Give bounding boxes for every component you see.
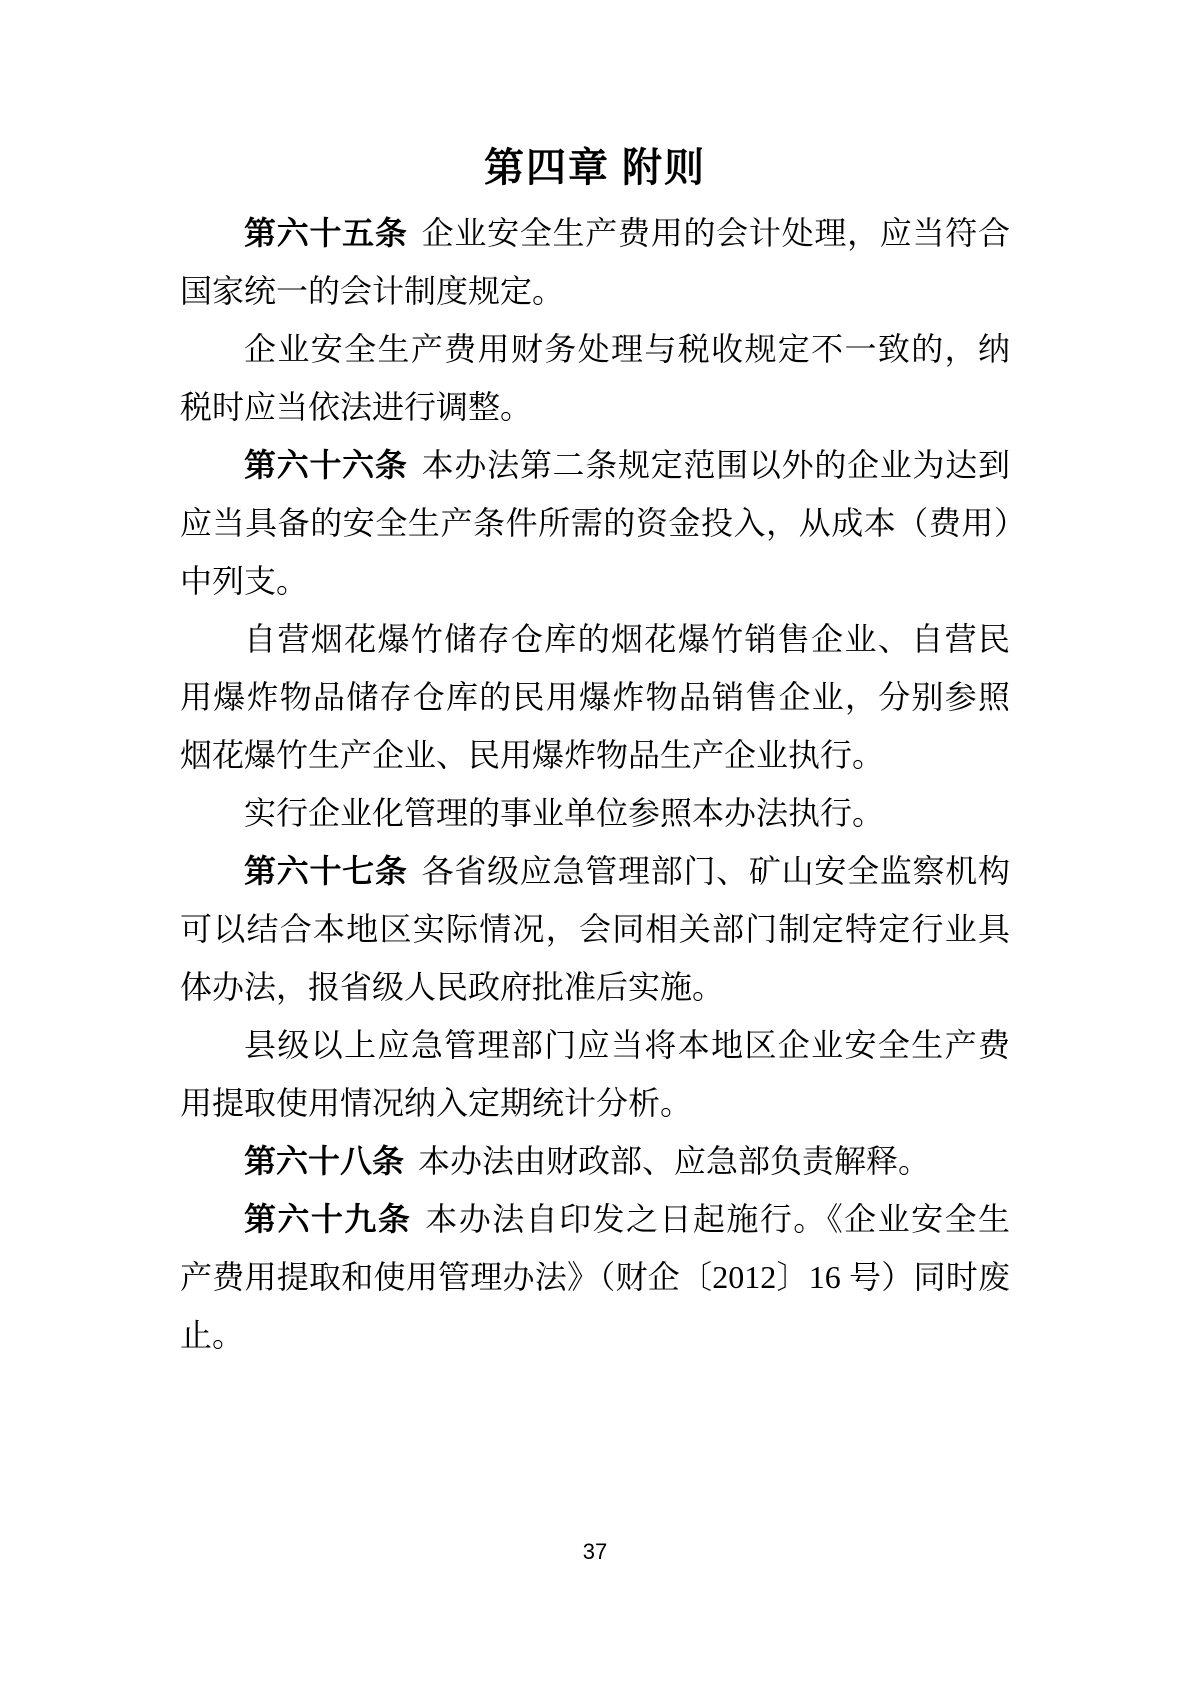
article-paragraph (180, 1132, 1010, 1190)
paragraph-text: 本办法由财政部、应急部负责解释。 (418, 1143, 931, 1179)
article-paragraph (180, 1190, 1010, 1364)
article-paragraph (180, 204, 1010, 320)
paragraph-text: 自营烟花爆竹储存仓库的烟花爆竹销售企业、自营民用爆炸物品储存仓库的民用爆炸物品销售企业，分别参照烟花爆竹生产企业、民用爆炸物品生产企业执行。 (180, 621, 1010, 773)
chapter-title: 第四章 附则 (484, 145, 706, 190)
article-paragraph (180, 1016, 1010, 1132)
article-number: 第六十五条 (244, 215, 408, 251)
paragraph-text: 本办法第二条规定范围以外的企业为达到应当具备的安全生产条件所需的资金投入，从成本（费用）中列支。 (180, 447, 1010, 599)
document-content (180, 138, 1010, 1364)
article-paragraph (180, 842, 1010, 1016)
paragraph-text: 企业安全生产费用财务处理与税收规定不一致的，纳税时应当依法进行调整。 (180, 331, 1010, 425)
paragraph-text: 实行企业化管理的事业单位参照本办法执行。 (244, 795, 885, 831)
article-number: 第六十八条 (244, 1143, 405, 1179)
paragraph-text: 各省级应急管理部门、矿山安全监察机构可以结合本地区实际情况，会同相关部门制定特定行业具体办法，报省级人民政府批准后实施。 (180, 853, 1010, 1005)
article-number: 第六十九条 (244, 1201, 412, 1237)
article-paragraph (180, 784, 1010, 842)
article-number: 第六十六条 (244, 447, 408, 483)
paragraph-text: 企业安全生产费用的会计处理，应当符合国家统一的会计制度规定。 (180, 215, 1010, 309)
article-paragraph (180, 320, 1010, 436)
paragraph-text: 县级以上应急管理部门应当将本地区企业安全生产费用提取使用情况纳入定期统计分析。 (180, 1027, 1010, 1121)
paragraph-text: 本办法自印发之日起施行。《企业安全生产费用提取和使用管理办法》（财企〔2012〕16 号）同时废止。 (180, 1201, 1010, 1353)
page-number: 37 (582, 1539, 608, 1564)
article-paragraph (180, 610, 1010, 784)
article-paragraph (180, 436, 1010, 610)
article-number: 第六十七条 (244, 853, 408, 889)
